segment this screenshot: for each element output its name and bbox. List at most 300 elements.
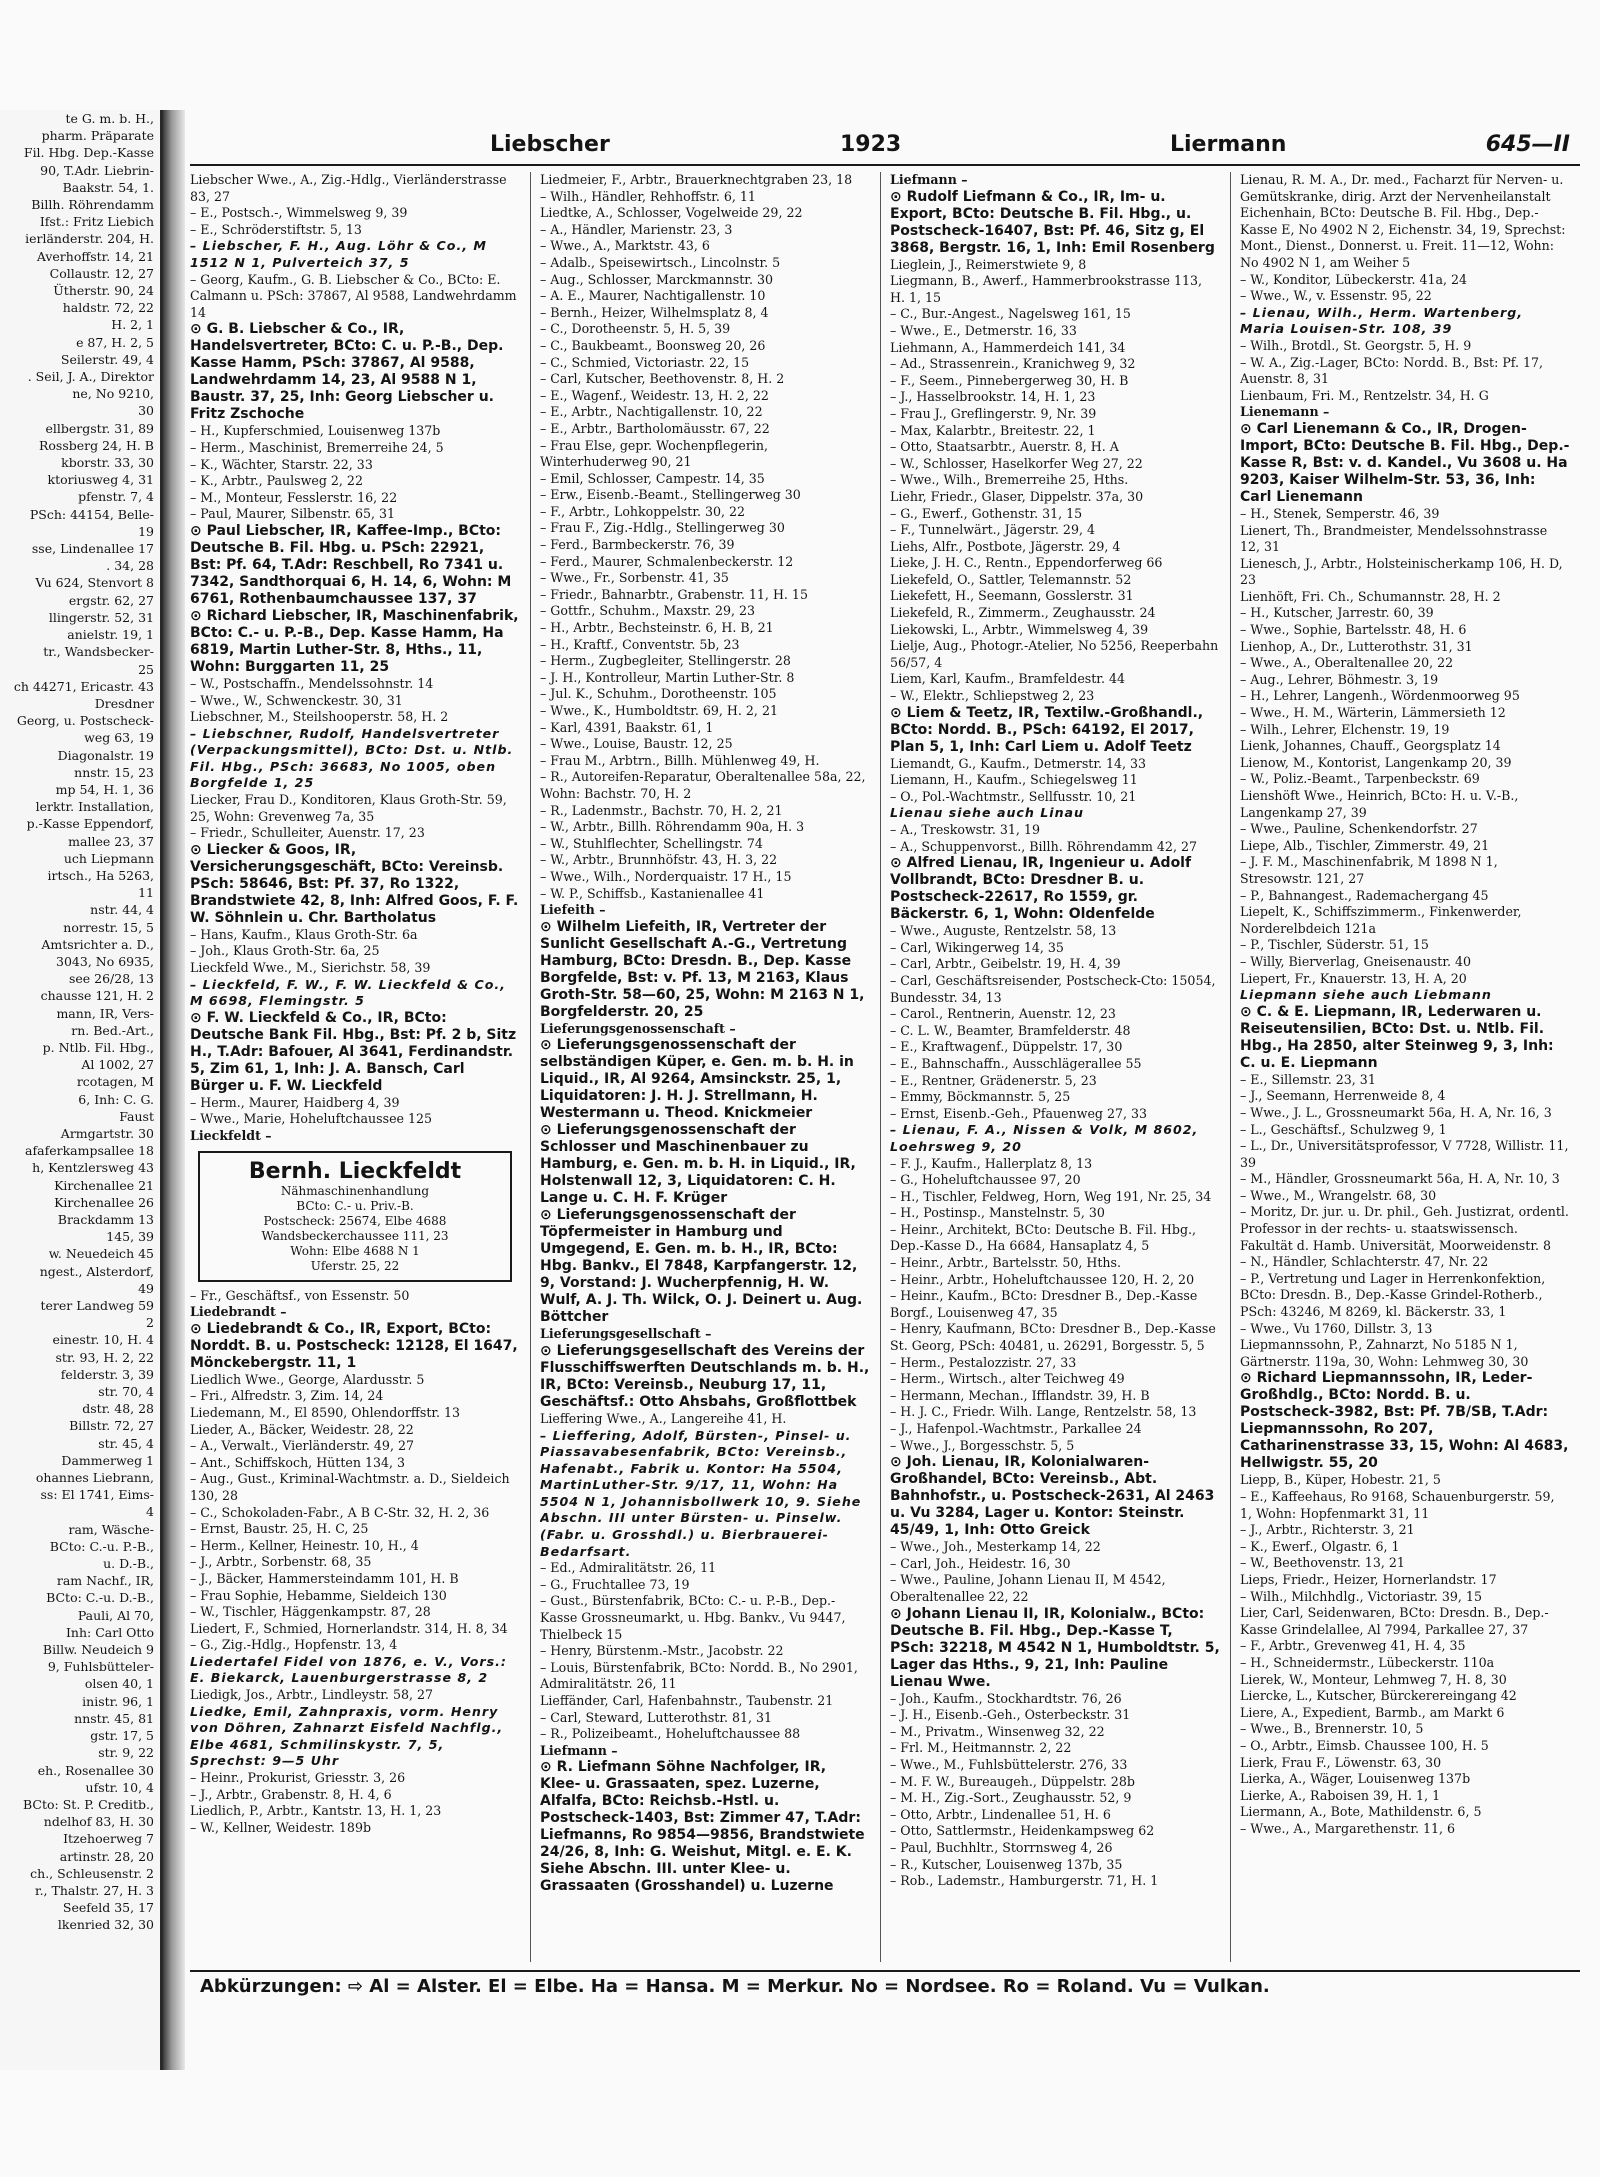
directory-entry: – Moritz, Dr. jur. u. Dr. phil., Geh. Justizrat, ordentl. Professor in der rechts- u. staatswissensch. Fakultät d. Hamb. Universität, Moorweidenstr. 8 <box>1240 1204 1569 1253</box>
previous-page-line: nnstr. 15, 23 <box>74 764 154 780</box>
previous-page-line: BCto: C.-u. P.-B., <box>49 1538 154 1554</box>
advertisement-line: Postscheck: 25674, Elbe 4688 <box>263 1213 447 1228</box>
firm-entry: ⊙ R. Liefmann Söhne Nachfolger, IR, Klee- u. Grassaaten, spez. Luzerne, Alfalfa, BCto: Reichsb.-Hstl. u. Postscheck-1403, Bst: Zimmer 47, T.Adr: Liefmanns, Ro 9854—9856, Brandstwiete 24/26, 8, Inh: G. Weishut, Mitgl. e. E. K. Siehe Abschn. III. unter Klee- u. Grassaaten (Grosshandel) u. Luzerne <box>540 1759 865 1895</box>
directory-entry: Liepp, B., Küper, Hobestr. 21, 5 <box>1240 1472 1441 1488</box>
previous-page-line: Amtsrichter a. D., <box>41 936 154 952</box>
directory-entry: Lierek, W., Monteur, Lehmweg 7, H. 8, 30 <box>1240 1671 1507 1687</box>
directory-entry: Liemandt, G., Kaufm., Detmerstr. 14, 33 <box>890 755 1147 771</box>
directory-entry: – Lieffering, Adolf, Bürsten-, Pinsel- u. Piassavabesenfabrik, BCto: Vereinsb., Hafenabt., Fabrik u. Kontor: Ha 5504, MartinLuther-Str. 9/17, 11, Wohn: Ha 5504 N 1, Johannisbollwerk 10, 9. Siehe Abschn. III unter Bürsten- u. Pinselw. (Fabr. u. Grosshdl.) u. Bierbrauerei-Bedarfsart. <box>540 1427 862 1559</box>
directory-entry: – C., Schokoladen-Fabr., A B C-Str. 32, H. 2, 36 <box>190 1504 490 1520</box>
previous-page-line: felderstr. 3, 39 <box>60 1366 154 1382</box>
directory-entry: – W. P., Schiffsb., Kastanienallee 41 <box>540 885 765 901</box>
directory-entry: – Wwe., Sophie, Bartelsstr. 48, H. 6 <box>1240 622 1467 638</box>
directory-entry: – G., Fruchtallee 73, 19 <box>540 1576 690 1592</box>
previous-page-line: 145, 39 <box>106 1229 154 1245</box>
header-year: 1923 <box>840 132 902 157</box>
previous-page-line: inistr. 96, 1 <box>82 1693 154 1709</box>
previous-page-line: kborstr. 33, 30 <box>61 455 154 471</box>
directory-entry: Lieckfeld Wwe., M., Sierichstr. 58, 39 <box>190 960 431 976</box>
directory-entry: – Wwe., J., Borgesschstr. 5, 5 <box>890 1437 1075 1453</box>
directory-entry: – Lienau, F. A., Nissen & Volk, M 8602, Loehrsweg 9, 20 <box>890 1122 1199 1154</box>
directory-entry: – C., Bur.-Angest., Nagelsweg 161, 15 <box>890 306 1131 322</box>
directory-entry: – M., Monteur, Fesslerstr. 16, 22 <box>190 489 398 505</box>
directory-entry: – A., Schuppenvorst., Billh. Röhrendamm 42, 27 <box>890 838 1197 854</box>
directory-entry: – Wwe., M., Fuhlsbüttelerstr. 276, 33 <box>890 1756 1128 1772</box>
previous-page-line: eh., Rosenallee 30 <box>37 1762 154 1778</box>
directory-entry: Lienert, Th., Brandmeister, Mendelssohnstrasse 12, 31 <box>1240 522 1548 555</box>
directory-entry: Liepelt, K., Schiffszimmerm., Finkenwerder, Norderelbdeich 121a <box>1240 904 1522 936</box>
previous-page-line: ch., Schleusenstr. 2 <box>30 1865 154 1881</box>
directory-entry: – Liebschner, Rudolf, Handelsvertreter (Verpackungsmittel), BCto: Dst. u. Ntlb. Fil. Hbg., PSch: 36683, No 1005, oben Borgfelde 1, 25 <box>190 725 514 791</box>
previous-page-line: Kirchenallee 21 <box>54 1177 154 1193</box>
directory-entry: – J., Seemann, Herrenweide 8, 4 <box>1240 1088 1446 1104</box>
previous-page-line: mallee 23, 37 <box>68 833 154 849</box>
directory-entry: – Otto, Arbtr., Lindenallee 51, H. 6 <box>890 1806 1111 1822</box>
firm-entry: ⊙ Wilhelm Liefeith, IR, Vertreter der Sunlicht Gesellschaft A.-G., Vertretung Hamburg, BCto: Dresdn. B., Dep. Kasse Borgfelde, Bst: v. Pf. 13, M 2163, Klaus Groth-Str. 58—60, 25, Wohn: M 2163 N 1, Borgfelderstr. 20, 25 <box>540 918 865 1020</box>
previous-page-line: te G. m. b. H., <box>65 111 154 126</box>
previous-page-line: 30 <box>138 403 154 419</box>
directory-entry: Liepmann siehe auch Liebmann <box>1240 987 1492 1003</box>
directory-entry: – Wwe., Wilh., Bremerreihe 25, Hths. <box>890 472 1129 488</box>
directory-entry: – W., Beethovenstr. 13, 21 <box>1240 1555 1405 1571</box>
directory-entry: – E., Kaffeehaus, Ro 9168, Schauenburgerstr. 59, 1, Wohn: Hopfenmarkt 31, 11 <box>1240 1489 1555 1521</box>
directory-entry: – A., Verwalt., Vierländerstr. 49, 27 <box>190 1438 414 1454</box>
directory-entry: Liekowski, L., Arbtr., Wimmelsweg 4, 39 <box>890 621 1149 637</box>
directory-entry: – Emil, Schlosser, Campestr. 14, 35 <box>540 470 765 486</box>
directory-entry: – Frau J., Greflingerstr. 9, Nr. 39 <box>890 405 1097 421</box>
previous-page-line: h, Kentzlersweg 43 <box>32 1160 154 1176</box>
previous-page-line: rn. Bed.-Art., <box>71 1022 154 1038</box>
previous-page-line: u. D.-B., <box>103 1556 154 1572</box>
directory-entry: – A. E., Maurer, Nachtigallenstr. 10 <box>540 288 766 304</box>
directory-entry: – Emmy, Böckmannstr. 5, 25 <box>890 1089 1071 1105</box>
directory-entry: Lienhöft, Fri. Ch., Schumannstr. 28, H. 2 <box>1240 588 1501 604</box>
directory-entry: Liekefeld, O., Sattler, Telemannstr. 52 <box>890 571 1132 587</box>
previous-page-line: Collaustr. 12, 27 <box>49 265 154 281</box>
advertisement-line: BCto: C.- u. Priv.-B. <box>296 1198 414 1213</box>
directory-entry: – Paul, Maurer, Silbenstr. 65, 31 <box>190 506 396 522</box>
directory-entry: Liedke, Emil, Zahnpraxis, vorm. Henry von Döhren, Zahnarzt Eisfeld Nachflg., Elbe 4681, Schmilinskystr. 7, 5, Sprechst: 9—5 Uhr <box>190 1703 504 1769</box>
directory-entry: Liedemann, M., El 8590, Ohlendorffstr. 13 <box>190 1404 461 1420</box>
previous-page-line: ohannes Liebrann, <box>35 1470 154 1486</box>
previous-page-line: str. 93, H. 2, 22 <box>55 1349 154 1365</box>
directory-entry: – Lieckfeld, F. W., F. W. Lieckfeld & Co., M 6698, Flemingstr. 5 <box>190 976 506 1009</box>
column-divider <box>530 172 531 1962</box>
directory-entry: – C. L. W., Beamter, Bramfelderstr. 48 <box>890 1022 1131 1038</box>
directory-entry: – Max, Kalarbtr., Breitestr. 22, 1 <box>890 422 1096 438</box>
previous-page-line: . Seil, J. A., Direktor <box>27 369 154 385</box>
advertisement-title: Bernh. Lieckfeldt <box>248 1158 462 1184</box>
directory-entry: – Paul, Buchhltr., Storrnsweg 4, 26 <box>890 1839 1113 1855</box>
directory-entry: – P., Vertretung und Lager in Herrenkonfektion, BCto: Dresdn. B., Dep.-Kasse Grindel-Rotherb., PSch: 43246, M 8269, kl. Bäckerstr. 33, 1 <box>1240 1270 1546 1320</box>
advertisement-line: Wandsbeckerchaussee 111, 23 <box>261 1228 449 1243</box>
directory-entry: Lienbaum, Fri. M., Rentzelstr. 34, H. G <box>1240 387 1489 403</box>
directory-entry: – F. J., Kaufm., Hallerplatz 8, 13 <box>890 1155 1093 1171</box>
directory-entry: – Aug., Gust., Kriminal-Wachtmstr. a. D., Sieldeich 130, 28 <box>190 1471 510 1503</box>
directory-entry: – C., Baukbeamt., Boonsweg 20, 26 <box>540 337 766 353</box>
directory-entry: – W., Tischler, Häggenkampstr. 87, 28 <box>190 1604 431 1620</box>
previous-page-line: p.-Kasse Eppendorf, <box>26 816 154 832</box>
directory-entry: – Louis, Bürstenfabrik, BCto: Nordd. B., No 2901, Admiralitätstr. 26, 11 <box>540 1659 858 1692</box>
surname-heading: Liedebrandt – <box>190 1304 287 1320</box>
previous-page-line: mann, IR, Vers- <box>56 1005 154 1021</box>
directory-entry: – Heinr., Arbtr., Bartelsstr. 50, Hths. <box>890 1255 1122 1271</box>
directory-entry: – J., Arbtr., Grabenstr. 8, H. 4, 6 <box>190 1786 392 1802</box>
directory-entry: – J., Hasselbrookstr. 14, H. 1, 23 <box>890 389 1096 405</box>
directory-entry: – R., Ladenmstr., Bachstr. 70, H. 2, 21 <box>540 802 783 818</box>
previous-page-line: weg 63, 19 <box>84 730 154 746</box>
previous-page-line: Diagonalstr. 19 <box>57 747 154 763</box>
firm-entry: ⊙ Johann Lienau II, IR, Kolonialw., BCto: Deutsche B. Fil. Hbg., Dep.-Kasse T, PSch: 32218, M 4542 N 1, Humboldtstr. 5, Lager das Hths., 9, 21, Inh: Pauline Lienau Wwe. <box>890 1605 1220 1690</box>
directory-entry: – W., Konditor, Lübeckerstr. 41a, 24 <box>1240 271 1468 287</box>
previous-page-line: ne, No 9210, <box>72 386 154 402</box>
directory-entry: – Carl, Steward, Lutterothstr. 81, 31 <box>540 1709 773 1725</box>
directory-entry: Liem, Karl, Kaufm., Bramfeldestr. 44 <box>890 671 1125 687</box>
directory-entry: – Karl, 4391, Baakstr. 61, 1 <box>540 719 714 735</box>
directory-entry: – Joh., Kaufm., Stockhardtstr. 76, 26 <box>890 1690 1122 1706</box>
directory-entry: – Carl, Kutscher, Beethovenstr. 8, H. 2 <box>540 371 785 387</box>
directory-entry: – E., Schröderstiftstr. 5, 13 <box>190 221 362 237</box>
header-right-keyword: Liermann <box>1170 132 1287 157</box>
directory-entry: – J., Bäcker, Hammersteindamm 101, H. B <box>190 1570 459 1586</box>
directory-entry: – H. J. C., Friedr. Wilh. Lange, Rentzelstr. 58, 13 <box>890 1404 1197 1420</box>
directory-entry: – Wwe., H. M., Wärterin, Lämmersieth 12 <box>1240 705 1506 721</box>
directory-entry: – E., Sillemstr. 23, 31 <box>1240 1071 1376 1087</box>
column-divider <box>880 172 881 1962</box>
surname-heading: Liefmann – <box>540 1742 618 1758</box>
book-gutter <box>163 110 185 2070</box>
directory-entry: – Wilh., Händler, Rehhoffstr. 6, 11 <box>540 188 756 204</box>
directory-entry: – Ant., Schiffskoch, Hütten 134, 3 <box>190 1454 406 1470</box>
directory-entry: – E., Kraftwagenf., Düppelstr. 17, 30 <box>890 1039 1123 1055</box>
previous-page-line: olsen 40, 1 <box>84 1676 154 1692</box>
directory-entry: – E., Postsch.-, Wimmelsweg 9, 39 <box>190 205 408 221</box>
previous-page-line: ngest., Alsterdorf, <box>39 1263 154 1279</box>
previous-page-line: str. 9, 22 <box>98 1745 154 1761</box>
directory-entry: Lieglein, J., Reimerstwiete 9, 8 <box>890 256 1087 272</box>
directory-entry: – Ad., Strassenrein., Kranichweg 9, 32 <box>890 356 1136 372</box>
directory-entry: – C., Schmied, Victoriastr. 22, 15 <box>540 354 750 370</box>
directory-entry: – J. H., Eisenb.-Geh., Osterbeckstr. 31 <box>890 1707 1131 1723</box>
previous-page-line: Armgartstr. 30 <box>60 1125 154 1141</box>
directory-entry: Liedlich, P., Arbtr., Kantstr. 13, H. 1, 23 <box>190 1803 442 1819</box>
previous-page-line: e 87, H. 2, 5 <box>76 334 154 350</box>
directory-entry: – P., Tischler, Süderstr. 51, 15 <box>1240 937 1429 953</box>
directory-entry: – Hermann, Mechan., Ifflandstr. 39, H. B <box>890 1387 1150 1403</box>
directory-entry: – Wwe., W., v. Essenstr. 95, 22 <box>1240 288 1432 304</box>
directory-entry: – Heinr., Architekt, BCto: Deutsche B. Fil. Hbg., Dep.-Kasse D., Ha 6684, Hansaplatz 4, 5 <box>890 1221 1197 1254</box>
previous-page-line: see 26/28, 13 <box>68 971 154 987</box>
previous-page-line: . 34, 28 <box>106 558 154 574</box>
directory-entry: – Wwe., Fr., Sorbenstr. 41, 35 <box>540 570 729 586</box>
directory-entry: – E., Arbtr., Nachtigallenstr. 10, 22 <box>540 404 763 420</box>
directory-entry: – M. H., Zig.-Sort., Zeughausstr. 52, 9 <box>890 1790 1132 1806</box>
directory-entry: – Herm., Kellner, Heinestr. 10, H., 4 <box>190 1537 419 1553</box>
firm-entry: ⊙ Carl Lienemann & Co., IR, Drogen-Import, BCto: Deutsche B. Fil. Hbg., Dep.-Kasse R, Bst: v. d. Kandel., Vu 3608 u. Ha 9203, Kaiser Wilhelm-Str. 53, 36, Inh: Carl Lienemann <box>1240 420 1570 505</box>
previous-page-line: ufstr. 10, 4 <box>85 1779 154 1795</box>
previous-page-line: artinstr. 28, 20 <box>59 1848 154 1864</box>
previous-page-line: str. 45, 4 <box>98 1435 154 1451</box>
directory-entry: – A., Treskowstr. 31, 19 <box>890 822 1040 837</box>
firm-entry: ⊙ F. W. Lieckfeld & Co., IR, BCto: Deutsche Bank Fil. Hbg., Bst: Pf. 2 b, Sitz H., T.Adr: Bafouer, Al 3641, Ferdinandstr. 5, Zim 61, 1, Inh: J. A. Bansch, Carl Bürger u. F. W. Lieckfeld <box>190 1009 517 1094</box>
directory-entry: – Wwe., Auguste, Rentzelstr. 58, 13 <box>890 923 1117 939</box>
previous-page-line: 4 <box>146 1504 154 1520</box>
directory-entry: – Aug., Lehrer, Böhmestr. 3, 19 <box>1240 671 1439 687</box>
directory-entry: – Aug., Schlosser, Marckmannstr. 30 <box>540 271 773 287</box>
directory-entry: – G., Ewerf., Gothenstr. 31, 15 <box>890 505 1083 521</box>
previous-page-line: Rossberg 24, H. B <box>38 437 154 453</box>
directory-entry: Liehr, Friedr., Glaser, Dippelstr. 37a, 30 <box>890 488 1144 504</box>
previous-page-line: Faust <box>119 1108 154 1124</box>
previous-page-line: Seefeld 35, 17 <box>62 1900 154 1916</box>
directory-entry: – R., Kutscher, Louisenweg 137b, 35 <box>890 1856 1123 1872</box>
directory-entry: Lieffänder, Carl, Hafenbahnstr., Taubenstr. 21 <box>540 1693 834 1708</box>
directory-entry: – P., Bahnangest., Rademachergang 45 <box>1240 887 1489 903</box>
previous-page-line: llingerstr. 52, 31 <box>48 609 154 625</box>
directory-entry: Liercke, L., Kutscher, Bürckerereingang 42 <box>1240 1688 1517 1704</box>
directory-entry: – Wwe., Marie, Hoheluftchaussee 125 <box>190 1111 433 1127</box>
firm-entry: ⊙ Liem & Teetz, IR, Textilw.-Großhandl., BCto: Nordd. B., PSch: 64192, El 2017, Plan 5, 1, Inh: Carl Liem u. Adolf Teetz <box>890 704 1204 755</box>
directory-entry: Liepmannssohn, P., Zahnarzt, No 5185 N 1, Gärtnerstr. 119a, 30, Wohn: Lehmweg 30, 30 <box>1240 1337 1529 1369</box>
previous-page-line: chausse 121, H. 2 <box>40 988 154 1004</box>
firm-entry: ⊙ G. B. Liebscher & Co., IR, Handelsvertreter, BCto: C. u. P.-B., Dep. Kasse Hamm, PSch: 37867, Al 9588, Landwehrdamm 14, 23, Al 9588 N 1, Baustr. 37, 25, Inh: Georg Liebscher u. Fritz Zschoche <box>190 321 504 423</box>
directory-entry: – Herm., Zugbegleiter, Stellingerstr. 28 <box>540 653 791 669</box>
directory-entry: – L., Dr., Universitätsprofessor, V 7728, Willistr. 11, 39 <box>1240 1138 1569 1170</box>
directory-entry: – Georg, Kaufm., G. B. Liebscher & Co., BCto: E. Calmann u. PSch: 37867, Al 9588, Landwehrdamm 14 <box>190 271 517 320</box>
directory-entry: – Ferd., Maurer, Schmalenbeckerstr. 12 <box>540 553 794 569</box>
previous-page-line: nnstr. 45, 81 <box>74 1710 154 1726</box>
directory-entry: Liekefeld, R., Zimmerm., Zeughausstr. 24 <box>890 605 1156 621</box>
previous-page-line: H. 2, 1 <box>111 317 154 333</box>
previous-page-line: Ütherstr. 90, 24 <box>53 283 154 299</box>
firm-entry: ⊙ Richard Liepmannssohn, IR, Leder-Großhdlg., BCto: Nordd. B. u. Postscheck-3982, Bst: Pf. 7B/SB, T.Adr: Liepmannssohn, Ro 207, Catharinenstrasse 33, 15, Wohn: Al 4683, Hellwigstr. 55, 20 <box>1240 1370 1569 1472</box>
directory-entry: – F., Tunnelwärt., Jägerstr. 29, 4 <box>890 522 1095 538</box>
previous-page-line: pfenstr. 7, 4 <box>78 489 154 505</box>
directory-entry: – Wilh., Brotdl., St. Georgstr. 5, H. 9 <box>1240 337 1472 353</box>
directory-entry: – H., Arbtr., Bechsteinstr. 6, H. B, 21 <box>540 620 774 636</box>
previous-page-line: Dresdner <box>94 695 154 711</box>
previous-page-line: tr., Wandsbecker- <box>43 644 154 660</box>
directory-entry: – E., Wagenf., Weidestr. 13, H. 2, 22 <box>540 387 769 403</box>
header-left-keyword: Liebscher <box>490 132 610 157</box>
directory-entry: – Wwe., A., Marktstr. 43, 6 <box>540 238 710 254</box>
directory-entry: – Wwe., A., Margarethenstr. 11, 6 <box>1240 1820 1456 1836</box>
directory-entry: – W. A., Zig.-Lager, BCto: Nordd. B., Bst: Pf. 17, Auenstr. 8, 31 <box>1240 354 1544 387</box>
directory-entry: – Ernst, Baustr. 25, H. C, 25 <box>190 1521 369 1537</box>
directory-entry: Liepert, Fr., Knauerstr. 13, H. A, 20 <box>1240 970 1467 986</box>
previous-page-line: ch 44271, Ericastr. 43 <box>13 678 154 694</box>
abbreviations-text: Abkürzungen: ⇨ Al = Alster. El = Elbe. Ha = Hansa. M = Merkur. No = Nordsee. Ro = Roland. Vu = Vulkan. <box>200 1976 1270 1997</box>
directory-entry: – Wwe., Pauline, Schenkendorfstr. 27 <box>1240 821 1478 837</box>
previous-page-line: Inh: Carl Otto <box>65 1624 154 1640</box>
directory-entry: – Heinr., Arbtr., Hoheluftchaussee 120, H. 2, 20 <box>890 1271 1195 1287</box>
previous-page-line: einestr. 10, H. 4 <box>52 1332 154 1348</box>
surname-heading: Lieferungsgesellschaft – <box>540 1326 712 1342</box>
directory-entry: Liedtke, A., Schlosser, Vogelweide 29, 22 <box>540 205 803 221</box>
previous-page-line: gstr. 17, 5 <box>90 1728 154 1744</box>
directory-entry: – R., Polizeibeamt., Hoheluftchaussee 88 <box>540 1726 801 1742</box>
directory-entry: – Adalb., Speisewirtsch., Lincolnstr. 5 <box>540 254 781 270</box>
previous-page-line: 2 <box>146 1315 154 1331</box>
previous-page-line: 19 <box>138 523 154 539</box>
directory-entry: – H., Postinsp., Manstelnstr. 5, 30 <box>890 1205 1105 1221</box>
directory-entry: – Hans, Kaufm., Klaus Groth-Str. 6a <box>190 926 418 942</box>
directory-entry: – L., Geschäftsf., Schulzweg 9, 1 <box>1240 1121 1447 1137</box>
previous-page-line: lkenried 32, 30 <box>57 1917 154 1933</box>
directory-entry: Liepe, Alb., Tischler, Zimmerstr. 49, 21 <box>1240 837 1490 853</box>
previous-page-line: anielstr. 19, 1 <box>67 627 154 643</box>
directory-entry: – Henry, Kaufmann, BCto: Dresdner B., Dep.-Kasse St. Georg, PSch: 40481, u. 26291, Borgesstr. 5, 5 <box>890 1321 1216 1354</box>
firm-entry: ⊙ Liecker & Goos, IR, Versicherungsgeschäft, BCto: Vereinsb. PSch: 58646, Bst: Pf. 37, Ro 1322, Brandstwiete 42, 8, Inh: Alfred Goos, F. F. W. Söhnlein u. Chr. Bartholatus <box>190 841 519 926</box>
previous-page-line: Billstr. 72, 27 <box>69 1418 154 1434</box>
directory-entry: – Frl. M., Heitmannstr. 2, 22 <box>890 1740 1072 1756</box>
directory-entry: Liere, A., Expedient, Barmb., am Markt 6 <box>1240 1704 1505 1720</box>
directory-entry: – Frau F., Zig.-Hdlg., Stellingerweg 30 <box>540 520 785 536</box>
directory-entry: – Jul. K., Schuhm., Dorotheenstr. 105 <box>540 686 777 702</box>
previous-page-line: ellbergstr. 31, 89 <box>45 420 154 436</box>
directory-entry: – Lienau, Wilh., Herm. Wartenberg, Maria Louisen-Str. 108, 39 <box>1240 304 1524 337</box>
directory-entry: Liemann, H., Kaufm., Schiegelsweg 11 <box>890 772 1138 788</box>
directory-entry: Liebschner, M., Steilshooperstr. 58, H. 2 <box>190 709 449 725</box>
previous-page-line: haldstr. 72, 22 <box>62 300 154 316</box>
previous-page-line: Brackdamm 13 <box>57 1212 154 1227</box>
surname-heading: Lienemann – <box>1240 404 1330 420</box>
directory-entry: – J., Arbtr., Sorbenstr. 68, 35 <box>190 1554 372 1570</box>
previous-page-line: lerktr. Installation, <box>35 799 154 815</box>
previous-page-line: ierländerstr. 204, H. <box>25 231 154 247</box>
directory-entry: – Friedr., Bahnarbtr., Grabenstr. 11, H. 15 <box>540 586 808 602</box>
previous-page-line: ergstr. 62, 27 <box>68 592 154 608</box>
previous-page-line: Billh. Röhrendamm <box>31 197 154 213</box>
directory-entry: – W., Arbtr., Billh. Röhrendamm 90a, H. 3 <box>540 819 805 835</box>
directory-entry: Lienshöft Wwe., Heinrich, BCto: H. u. V.-B., Langenkamp 27, 39 <box>1240 788 1519 820</box>
page-number: 645—II <box>1485 132 1570 157</box>
directory-entry: – Herm., Wirtsch., alter Teichweg 49 <box>890 1371 1125 1387</box>
directory-entry: – Wwe., W., Schwenckestr. 30, 31 <box>190 692 403 708</box>
previous-page-line: norrestr. 15, 5 <box>63 919 154 935</box>
previous-page-line: 11 <box>138 885 154 901</box>
directory-entry: – K., Ewerf., Olgastr. 6, 1 <box>1240 1538 1400 1554</box>
previous-page-line: w. Neuedeich 45 <box>48 1246 154 1262</box>
directory-entry: – Gust., Bürstenfabrik, BCto: C.- u. P.-B., Dep.-Kasse Grossneumarkt, u. Hbg. Bankv., Vu 9447, Thielbeck 15 <box>540 1593 846 1642</box>
firm-entry: ⊙ Liedebrandt & Co., IR, Export, BCto: Norddt. B. u. Postscheck: 12128, El 1647, Mönckebergstr. 11, 1 <box>190 1320 518 1371</box>
previous-page-line: Ifst.: Fritz Liebich <box>39 214 154 230</box>
directory-entry: – H., Kutscher, Jarrestr. 60, 39 <box>1240 605 1434 621</box>
firm-entry: ⊙ Alfred Lienau, IR, Ingenieur u. Adolf Vollbrandt, BCto: Dresdner B. u. Postscheck-22617, Ro 1559, gr. Bäckerstr. 6, 1, Wohn: Oldenfelde <box>890 855 1192 923</box>
column-divider <box>1230 172 1231 1962</box>
directory-entry: – W., Poliz.-Beamt., Tarpenbeckstr. 69 <box>1240 771 1480 787</box>
directory-entry: – Heinr., Prokurist, Griesstr. 3, 26 <box>190 1770 406 1786</box>
directory-entry: Liedmeier, F., Arbtr., Brauerknechtgraben 23, 18 <box>540 172 853 187</box>
firm-entry: ⊙ Joh. Lienau, IR, Kolonialwaren-Großhandel, BCto: Vereinsb., Abt. Bahnhofstr., u. Postscheck-2631, Al 2463 u. Vu 3284, Lager u. Kontor: Steinstr. 45/49, 1, Inh: Otto Greick <box>890 1454 1215 1539</box>
directory-entry: Liehmann, A., Hammerdeich 141, 34 <box>890 339 1126 355</box>
directory-entry: – J., Hafenpol.-Wachtmstr., Parkallee 24 <box>890 1421 1142 1436</box>
directory-entry: – H., Stenek, Semperstr. 46, 39 <box>1240 505 1440 521</box>
directory-entry: – W., Elektr., Schliepstweg 2, 23 <box>890 688 1095 704</box>
previous-page-line: pharm. Präparate <box>41 128 154 144</box>
directory-entry: – Wwe., Vu 1760, Dillstr. 3, 13 <box>1240 1320 1433 1336</box>
directory-entry: – Wilh., Lehrer, Elchenstr. 19, 19 <box>1240 721 1450 737</box>
previous-page-line: 9, Fuhlsbütteler- <box>47 1659 154 1675</box>
column-1 <box>190 172 520 1962</box>
directory-page <box>190 120 1580 2070</box>
directory-entry: – Bernh., Heizer, Wilhelmsplatz 8, 4 <box>540 304 769 320</box>
directory-entry: Lienesch, J., Arbtr., Holsteinischerkamp 106, H. D, 23 <box>1240 555 1563 588</box>
previous-page-line: afaferkampsallee 18 <box>25 1143 154 1159</box>
previous-page-line: BCto: C.-u. D.-B., <box>46 1590 154 1606</box>
advertisement-line: Wohn: Elbe 4688 N 1 <box>290 1243 420 1258</box>
directory-entry: Lierka, A., Wäger, Louisenweg 137b <box>1240 1771 1471 1787</box>
previous-page-line: Pauli, Al 70, <box>77 1607 154 1623</box>
directory-entry: – H., Kraftf., Conventstr. 5b, 23 <box>540 636 740 652</box>
advertisement-box <box>198 1151 512 1282</box>
previous-page-line: Kirchenallee 26 <box>54 1194 154 1210</box>
surname-heading: Lieferungsgenossenschaft – <box>540 1020 736 1036</box>
directory-entry: – Herm., Maschinist, Bremerreihe 24, 5 <box>190 439 444 455</box>
directory-entry: – Herm., Maurer, Haidberg 4, 39 <box>190 1094 400 1110</box>
directory-entry: Lier, Carl, Seidenwaren, BCto: Dresdn. B., Dep.-Kasse Grindelallee, Al 7994, Parkallee 27, 37 <box>1240 1605 1549 1637</box>
previous-page-line: ram, Wäsche- <box>68 1521 154 1537</box>
previous-page-line: rcotagen, M <box>76 1074 154 1090</box>
directory-entry: Liedertafel Fidel von 1876, e. V., Vors.: E. Biekarck, Lauenburgerstrasse 8, 2 <box>190 1653 507 1686</box>
directory-entry: Lienk, Johannes, Chauff., Georgsplatz 14 <box>1240 738 1501 754</box>
directory-entry: – Fr., Geschäftsf., von Essenstr. 50 <box>190 1287 410 1303</box>
directory-entry: Liecker, Frau D., Konditoren, Klaus Groth-Str. 59, 25, Wohn: Grevenweg 7a, 35 <box>190 792 507 824</box>
directory-entry: – M., Privatm., Winsenweg 32, 22 <box>890 1723 1105 1739</box>
previous-page-line: Fil. Hbg. Dep.-Kasse <box>23 145 154 161</box>
previous-page-line: p. Ntlb. Fil. Hbg., <box>42 1039 154 1055</box>
directory-entry: – Frau M., Arbtrn., Billh. Mühlenweg 49, H. <box>540 752 820 768</box>
directory-entry: – J. H., Kontrolleur, Martin Luther-Str. 8 <box>540 669 795 685</box>
directory-entry: – Wwe., Louise, Baustr. 12, 25 <box>540 736 733 752</box>
directory-entry: – K., Arbtr., Paulsweg 2, 22 <box>190 473 363 489</box>
firm-entry: ⊙ C. & E. Liepmann, IR, Lederwaren u. Reiseutensilien, BCto: Dst. u. Ntlb. Fil. Hbg., Ha 2850, alter Steinweg 9, 3, Inh: C. u. E. Liepmann <box>1240 1003 1554 1071</box>
directory-entry: – E., Bahnschaffn., Ausschlägerallee 55 <box>890 1055 1142 1071</box>
directory-entry: – O., Pol.-Wachtmstr., Sellfusstr. 10, 21 <box>890 788 1137 804</box>
directory-entry: – Wwe., B., Brennerstr. 10, 5 <box>1240 1721 1424 1737</box>
previous-page-line: irtsch., Ha 5263, <box>47 867 154 883</box>
directory-entry: – N., Händler, Schlachterstr. 47, Nr. 22 <box>1240 1254 1489 1270</box>
directory-entry: – W., Postschaffn., Mendelssohnstr. 14 <box>190 675 434 691</box>
previous-page-line: sse, Lindenallee 17 <box>31 541 154 557</box>
directory-entry: – Wwe., Joh., Mesterkamp 14, 22 <box>890 1539 1101 1555</box>
advertisement-line: Nähmaschinenhandlung <box>280 1183 430 1198</box>
previous-page-line: mp 54, H. 1, 36 <box>55 781 154 797</box>
directory-entry: – Frau Else, gepr. Wochenpflegerin, Winterhuderweg 90, 21 <box>540 437 769 470</box>
directory-entry: – Carl, Wikingerweg 14, 35 <box>890 939 1064 955</box>
firm-entry: ⊙ Lieferungsgenossenschaft der Schlosser und Maschinenbauer zu Hamburg, e. Gen. m. b. H. in Liquid., IR, Holstenwall 12, 3, Liquidatoren: C. H. Lange u. C. H. F. Krüger <box>540 1122 856 1207</box>
directory-entry: – G., Zig.-Hdlg., Hopfenstr. 13, 4 <box>190 1637 398 1653</box>
directory-entry: Lieder, A., Bäcker, Weidestr. 28, 22 <box>190 1421 414 1437</box>
directory-entry: Lieke, J. H. C., Rentn., Eppendorferweg 66 <box>890 555 1163 571</box>
directory-entry: Lienau, R. M. A., Dr. med., Facharzt für Nerven- u. Gemütskranke, dirig. Arzt der Nervenheilanstalt Eichenhain, BCto: Deutsche B. Fil. Hbg., Dep.-Kasse E, No 4902 N 2, Eichenstr. 34, 19, Sprechst: Mont., Dienst., Donnerst. u. Freit. 11—12, Wohn: No 4902 N 1, am Weiher 5 <box>1240 172 1566 270</box>
previous-page-line: ss: El 1741, Eims- <box>40 1487 154 1503</box>
directory-entry: Lieps, Friedr., Heizer, Hornerlandstr. 17 <box>1240 1571 1497 1587</box>
directory-entry: – Willy, Bierverlag, Gneisenaustr. 40 <box>1240 953 1471 969</box>
directory-entry: – Wwe., Wilh., Norderquaistr. 17 H., 15 <box>540 868 792 884</box>
directory-entry: – Wilh., Milchhdlg., Victoriastr. 39, 15 <box>1240 1588 1482 1604</box>
directory-entry: – K., Wächter, Starstr. 22, 33 <box>190 456 373 472</box>
previous-page-line: 25 <box>138 661 154 677</box>
directory-entry: Lieffering Wwe., A., Langereihe 41, H. <box>540 1410 787 1426</box>
directory-entry: – E., Arbtr., Bartholomäusstr. 67, 22 <box>540 420 770 436</box>
column-4 <box>1240 172 1570 1962</box>
directory-entry: – W., Schlosser, Haselkorfer Weg 27, 22 <box>890 455 1143 471</box>
advertisement-line: Uferstr. 25, 22 <box>310 1258 400 1273</box>
directory-entry: – Gottfr., Schuhm., Maxstr. 29, 23 <box>540 603 756 619</box>
directory-entry: – W., Kellner, Weidestr. 189b <box>190 1819 372 1835</box>
directory-entry: – Wwe., E., Detmerstr. 16, 33 <box>890 322 1077 338</box>
